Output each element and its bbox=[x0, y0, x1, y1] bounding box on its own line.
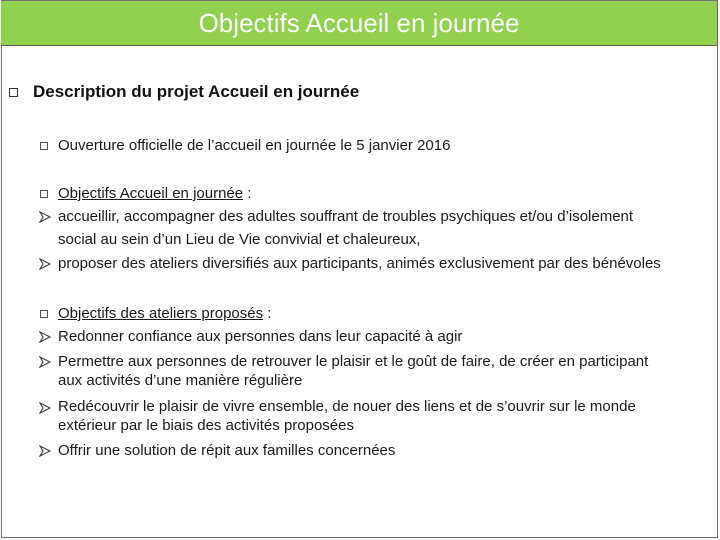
arrow-bullet-icon bbox=[39, 402, 51, 414]
page-title: Objectifs Accueil en journée bbox=[198, 7, 520, 38]
workshops-heading bbox=[58, 304, 271, 324]
arrow-bullet-icon bbox=[39, 356, 51, 368]
objectives-heading bbox=[58, 184, 251, 204]
objectives-heading-suffix: : bbox=[243, 185, 252, 202]
square-bullet-icon bbox=[40, 190, 48, 198]
workshop-item-1: Redonner confiance aux personnes dans leur capacité à agir bbox=[58, 328, 463, 345]
objectives-heading-text: Objectifs Accueil en journée bbox=[58, 185, 244, 202]
square-bullet-icon bbox=[40, 310, 48, 318]
arrow-bullet-icon bbox=[39, 258, 51, 270]
workshops-heading-suffix: : bbox=[263, 305, 272, 322]
arrow-bullet-icon bbox=[39, 331, 51, 343]
workshop-item-3-line2: extérieur par le biais des activités proposées bbox=[58, 417, 354, 434]
workshop-item-4: Offrir une solution de répit aux familles concernées bbox=[58, 442, 396, 459]
objective-item-1-line2: social au sein d’un Lieu de Vie convivial et chaleureux, bbox=[58, 231, 421, 248]
objective-item-1-line1: accueillir, accompagner des adultes souffrant de troubles psychiques et/ou d’isolement bbox=[58, 208, 634, 225]
square-bullet-icon bbox=[40, 142, 48, 150]
arrow-bullet-icon bbox=[39, 445, 51, 457]
arrow-bullet-icon bbox=[39, 211, 51, 223]
square-bullet-icon bbox=[9, 88, 18, 97]
workshop-item-2-line1: Permettre aux personnes de retrouver le plaisir et le goût de faire, de créer en participant bbox=[58, 353, 649, 370]
section-heading: Description du projet Accueil en journée bbox=[33, 82, 360, 101]
opening-text: Ouverture officielle de l’accueil en journée le 5 janvier 2016 bbox=[58, 137, 451, 154]
workshop-item-2-line2: aux activités d’une manière régulière bbox=[58, 372, 303, 389]
workshops-heading-text: Objectifs des ateliers proposés bbox=[58, 305, 264, 322]
objective-item-2-line1: proposer des ateliers diversifiés aux participants, animés exclusivement par des bénévoles bbox=[58, 255, 661, 272]
workshop-item-3-line1: Redécouvrir le plaisir de vivre ensemble, de nouer des liens et de s’ouvrir sur le monde bbox=[58, 398, 636, 415]
title-bar bbox=[1, 1, 717, 46]
